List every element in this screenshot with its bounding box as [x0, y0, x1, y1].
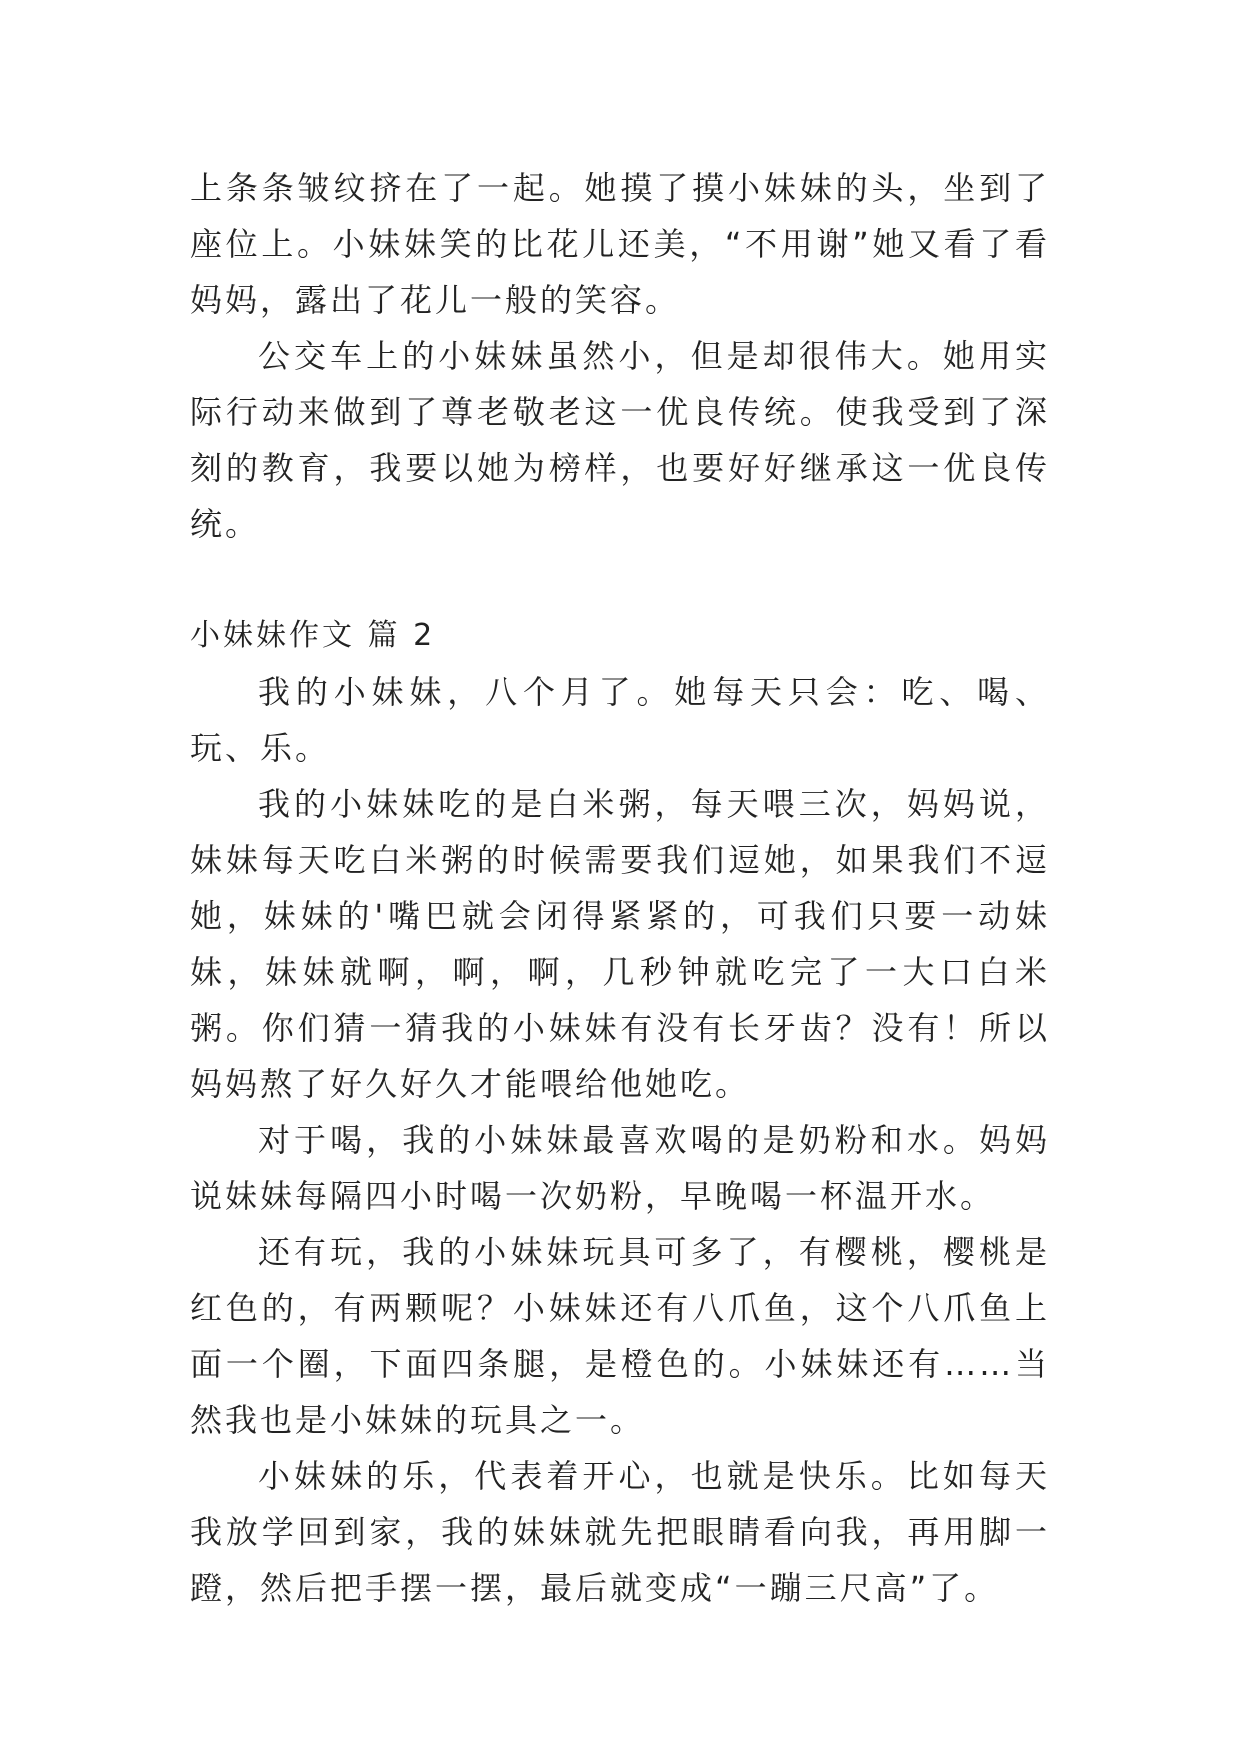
paragraph-play: 还有玩，我的小妹妹玩具可多了，有樱桃，樱桃是红色的，有两颗呢？小妹妹还有八爪鱼，这个八爪鱼上面一个圈，下面四条腿，是橙色的。小妹妹还有……当然我也是小妹妹的玩具之一。 — [190, 1233, 1050, 1439]
paragraph-eat: 我的小妹妹吃的是白米粥，每天喂三次，妈妈说，妹妹每天吃白米粥的时候需要我们逗她，如果我们不逗她，妹妹的'嘴巴就会闭得紧紧的，可我们只要一动妹妹，妹妹就啊，啊，啊，几秒钟就吃完了一大口白米粥。你们猜一猜我的小妹妹有没有长牙齿？没有！所以妈妈熬了好久好久才能喂给他她吃。 — [190, 785, 1050, 1103]
paragraph-continuation-2: 公交车上的小妹妹虽然小，但是却很伟大。她用实际行动来做到了尊老敬老这一优良传统。使我受到了深刻的教育，我要以她为榜样，也要好好继承这一优良传统。 — [190, 337, 1050, 543]
paragraph-joy: 小妹妹的乐，代表着开心，也就是快乐。比如每天我放学回到家，我的妹妹就先把眼睛看向我，再用脚一蹬，然后把手摆一摆，最后就变成“一蹦三尺高”了。 — [190, 1457, 1050, 1607]
section-title: 小妹妹作文 篇 2 — [190, 618, 436, 653]
document-body — [190, 160, 1050, 1616]
paragraph-drink: 对于喝，我的小妹妹最喜欢喝的是奶粉和水。妈妈说妹妹每隔四小时喝一次奶粉，早晚喝一杯温开水。 — [190, 1121, 1050, 1215]
paragraph-intro: 我的小妹妹，八个月了。她每天只会：吃、喝、玩、乐。 — [190, 673, 1050, 767]
paragraph-continuation-1: 上条条皱纹挤在了一起。她摸了摸小妹妹的头，坐到了座位上。小妹妹笑的比花儿还美，“不用谢”她又看了看妈妈，露出了花儿一般的笑容。 — [190, 169, 1050, 319]
